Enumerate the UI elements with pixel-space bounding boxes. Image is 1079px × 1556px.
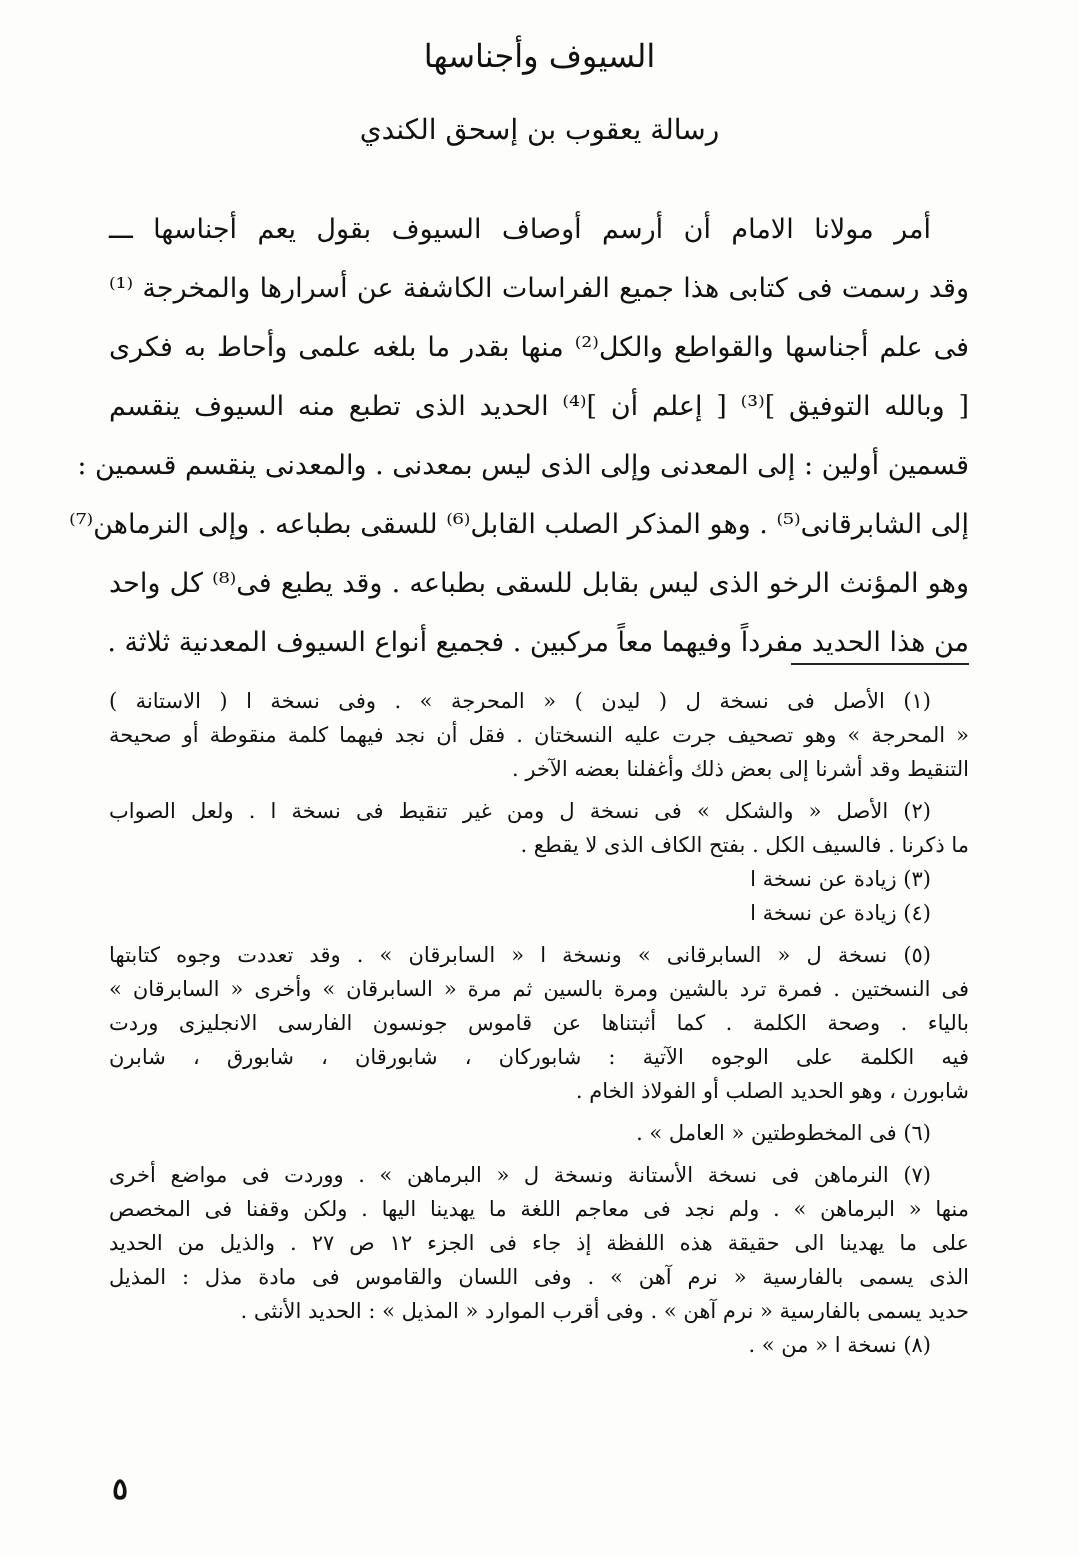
footnote-8 — [109, 1328, 969, 1362]
footnote-line: فيه الكلمة على الوجوه الآتية : شابوركان ، شابورقان ، شابورق ، شابرن — [109, 1045, 969, 1069]
footnote-line: التنقيط وقد أشرنا إلى بعض ذلك وأغفلنا بعضه الآخر . — [512, 757, 969, 781]
page-number: ٥ — [112, 1472, 129, 1507]
footnote-3 — [109, 862, 969, 896]
main-text-line: وهو المؤنث الرخو الذى ليس بقابل للسقى بطباعه . وقد يطبع فى⁽⁸⁾ كل واحد — [109, 568, 969, 599]
footnote-separator — [791, 663, 969, 665]
main-text — [69, 200, 969, 672]
footnote-4 — [109, 896, 969, 930]
main-text-line: وقد رسمت فى كتابى هذا جميع الفراسات الكاشفة عن أسرارها والمخرجة ⁽¹⁾ — [109, 273, 969, 304]
footnote-line: (٢) الأصل « والشكل » فى نسخة ل ومن غير تنقيط فى نسخة ا . ولعل الصواب — [109, 799, 931, 823]
footnote-line: (٧) النرماهن فى نسخة الأستانة ونسخة ل « البرماهن » . ووردت فى مواضع أخرى — [109, 1163, 931, 1187]
footnote-line: « المحرجة » وهو تصحيف جرت عليه النسختان . فقل أن نجد فيهما كلمة منقوطة أو صحيحة — [109, 723, 969, 747]
footnote-2 — [109, 794, 969, 862]
footnote-line: شابورن ، وهو الحديد الصلب أو الفولاذ الخام . — [575, 1079, 969, 1103]
footnote-line: (٨) نسخة ا « من » . — [748, 1333, 931, 1357]
footnote-line: (٦) فى المخطوطتين « العامل » . — [636, 1121, 931, 1145]
footnotes — [109, 684, 969, 1362]
main-text-line: [ وبالله التوفيق ]⁽³⁾ [ إعلم أن ]⁽⁴⁾ الحديد الذى تطبع منه السيوف ينقسم — [109, 391, 969, 422]
main-text-line: فى علم أجناسها والقواطع والكل⁽²⁾ منها بقدر ما بلغه علمى وأحاط به فكرى — [109, 332, 969, 363]
footnote-line: منها « البرماهن » . ولم نجد فى معاجم اللغة ما يهدينا اليها . ولكن وقفنا فى المخصص — [109, 1197, 969, 1221]
footnote-line: الذى يسمى بالفارسية « نرم آهن » . وفى اللسان والقاموس فى مادة مذل : المذيل — [109, 1265, 969, 1289]
footnote-line: (٣) زيادة عن نسخة ا — [750, 867, 931, 891]
main-text-line: أمر مولانا الامام أن أرسم أوصاف السيوف بقول يعم أجناسها ـــ — [109, 214, 931, 245]
footnote-1 — [109, 684, 969, 786]
page-subtitle: رسالة يعقوب بن إسحق الكندي — [359, 113, 720, 146]
footnote-6 — [109, 1116, 969, 1150]
footnote-line: بالياء . وصحة الكلمة . كما أثبتناها عن قاموس جونسون الفارسى الانجليزى وردت — [109, 1011, 969, 1035]
main-text-line: من هذا الحديد مفرداً وفيهما معاً مركبين . فجميع أنواع السيوف المعدنية ثلاثة . — [107, 627, 969, 658]
footnote-line: (٥) نسخة ل « السابرقانى » ونسخة ا « السابرقان » . وقد تعددت وجوه كتابتها — [109, 943, 931, 967]
main-text-line: قسمين أولين : إلى المعدنى وإلى الذى ليس بمعدنى . والمعدنى ينقسم قسمين : — [77, 450, 969, 481]
footnote-line: حديد يسمى بالفارسية « نرم آهن » . وفى أقرب الموارد « المذيل » : الحديد الأنثى . — [240, 1299, 969, 1323]
footnote-5 — [109, 938, 969, 1108]
footnote-line: على ما يهدينا الى حقيقة هذه اللفظة إذ جاء فى الجزء ١٢ ص ٢٧ . والذيل من الحديد — [109, 1231, 969, 1255]
footnote-line: (٤) زيادة عن نسخة ا — [750, 901, 931, 925]
footnote-line: فى النسختين . فمرة ترد بالشين ومرة بالسين ثم مرة « السابرقان » وأخرى « السابرقان » — [109, 977, 969, 1001]
footnote-line: (١) الأصل فى نسخة ل ( ليدن ) « المحرجة » . وفى نسخة ا ( الاستانة ) — [109, 689, 931, 713]
footnote-line: ما ذكرنا . فالسيف الكل . بفتح الكاف الذى لا يقطع . — [520, 833, 969, 857]
main-text-line: إلى الشابرقانى⁽⁵⁾ . وهو المذكر الصلب القابل⁽⁶⁾ للسقى بطباعه . وإلى النرماهن⁽⁷⁾ — [69, 509, 969, 540]
page-title: السيوف وأجناسها — [423, 37, 656, 75]
footnote-7 — [109, 1158, 969, 1328]
